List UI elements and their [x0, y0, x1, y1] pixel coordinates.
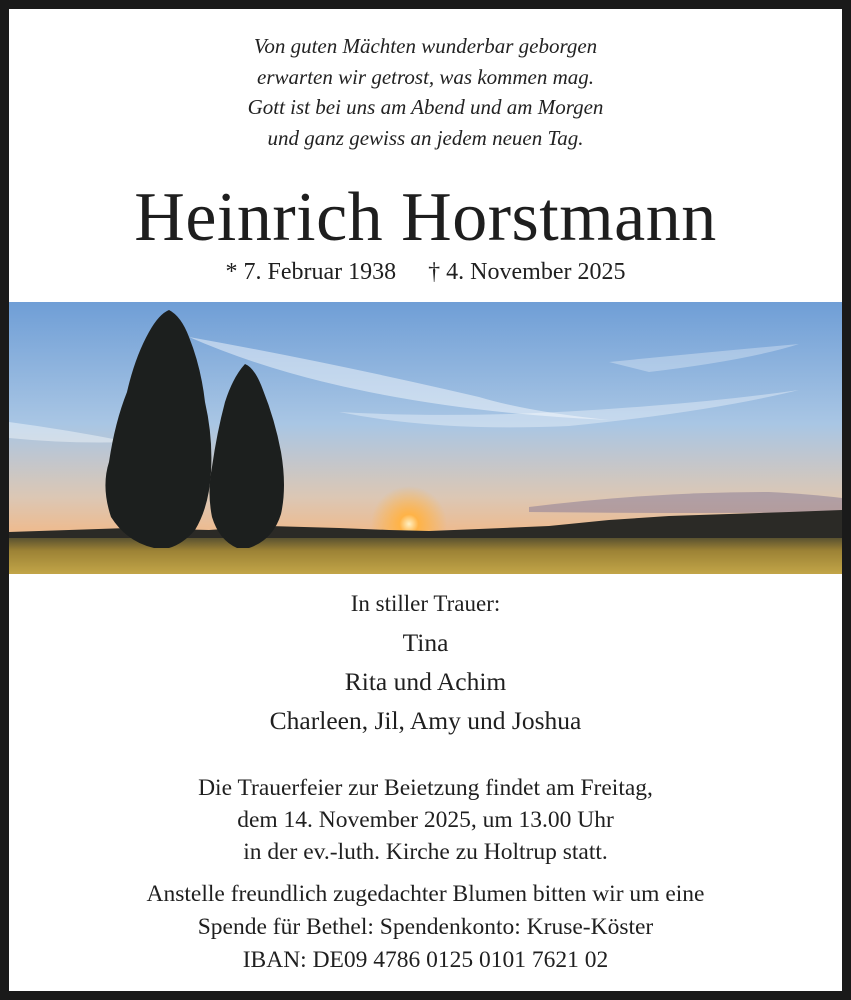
landscape-photo [9, 302, 842, 574]
mourner-name: Tina [402, 628, 449, 657]
poem-line: erwarten wir getrost, was kommen mag. [257, 64, 594, 89]
birth-date: * 7. Februar 1938 [225, 259, 397, 285]
memorial-poem [9, 31, 842, 153]
mourners-section [9, 589, 842, 740]
ceremony-line: in der ev.-luth. Kirche zu Holtrup statt. [243, 839, 608, 865]
donation-line: Spende für Bethel: Spendenkonto: Kruse-Köster [197, 914, 654, 940]
donation-request [9, 878, 842, 977]
poem-line: Von guten Mächten wunderbar geborgen [253, 34, 598, 58]
obituary-notice [9, 9, 842, 991]
donation-iban: IBAN: DE09 4786 0125 0101 7621 02 [242, 947, 609, 973]
death-date: † 4. November 2025 [428, 259, 626, 285]
deceased-name: Heinrich Horstmann [134, 179, 717, 256]
funeral-ceremony-info [9, 772, 842, 868]
poem-line: Gott ist bei uns am Abend und am Morgen [247, 95, 604, 119]
poem-line: und ganz gewiss an jedem neuen Tag. [267, 125, 584, 150]
life-dates [9, 257, 842, 287]
ceremony-line: Die Trauerfeier zur Beietzung findet am Freitag, [198, 775, 653, 801]
mourner-name: Rita und Achim [344, 667, 507, 696]
mourner-name: Charleen, Jil, Amy und Joshua [269, 706, 582, 735]
ceremony-line: dem 14. November 2025, um 13.00 Uhr [237, 807, 614, 833]
mourning-heading: In stiller Trauer: [350, 591, 501, 616]
donation-line: Anstelle freundlich zugedachter Blumen bitten wir um eine [146, 881, 705, 907]
